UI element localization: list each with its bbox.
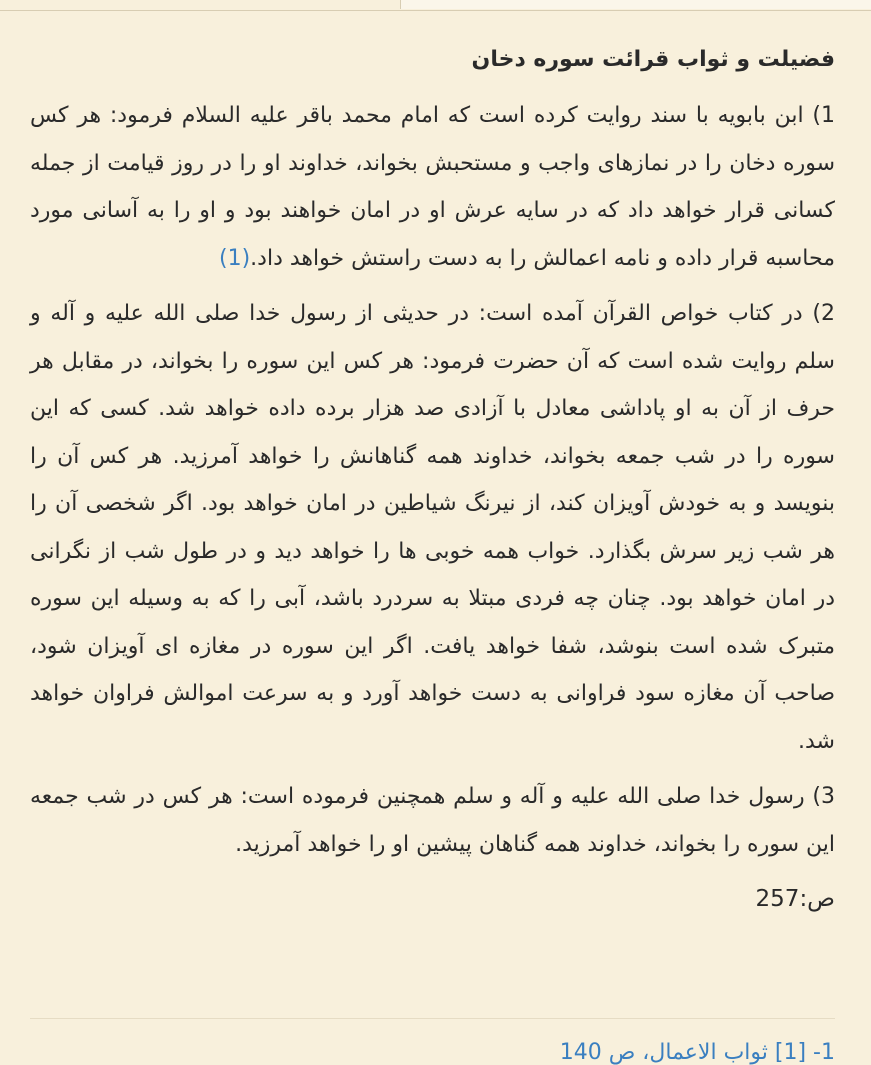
paragraph-3: 3) رسول خدا صلی الله علیه و آله و سلم همچنین فرموده است: هر کس در شب جمعه این سوره را بخواند، خداوند همه گناهان پیشین او را خواهد آمرزید. [30,784,835,857]
footnote-link[interactable]: 1- [1] ثواب الاعمال، ص 140 [559,1040,835,1065]
paragraph-1-text: 1) ابن بابویه با سند روایت کرده است که امام محمد باقر علیه السلام فرمود: هر کس سوره دخان را در نمازهای واجب و مستحبش بخواند، خداوند او را در روز قیامت از جمله کسانی قرار خواهد داد که در سایه عرش او در امان خواهند بود و او را به آسانی مورد محاسبه قرار داده و نامه اعمالش را به دست راستش خواهد داد. [30,103,835,271]
footnote-reference-link[interactable]: (1) [218,245,251,271]
section-heading: فضیلت و ثواب قرائت سوره دخان [471,47,835,72]
top-tab [400,0,871,9]
paragraph-1 [30,92,835,282]
page-number: ص:257 [755,886,835,912]
paragraph-2: 2) در کتاب خواص القرآن آمده است: در حدیثی از رسول خدا صلی الله علیه و آله و سلم روایت شده است که آن حضرت فرمود: هر کس این سوره را بخواند، در مقابل هر حرف از آن به او پاداشی معادل با آزادی صد هزار برده داده خواهد شد. کسی که این سوره را در شب جمعه بخواند، خداوند همه گناهانش را خواهد آمرزید. هر کس آن را بنویسد و به خودش آویزان کند، از نیرنگ شیاطین در امان خواهد بود. اگر شخصی آن را هر شب زیر سرش بگذارد. خواب همه خوبی ها را خواهد دید و در طول شب از نگرانی در امان خواهد بود. چنان چه فردی مبتلا به سردرد باشد، آبی را که به وسیله این سوره متبرک شده است بنوشد، شفا خواهد یافت. اگر این سوره در مغازه ای آویزان شود، صاحب آن مغازه سود فراوانی به دست خواهد آورد و به سرعت اموالش فراوان خواهد شد. [30,301,835,754]
article-body [30,38,835,922]
footnote-divider [30,1018,835,1019]
